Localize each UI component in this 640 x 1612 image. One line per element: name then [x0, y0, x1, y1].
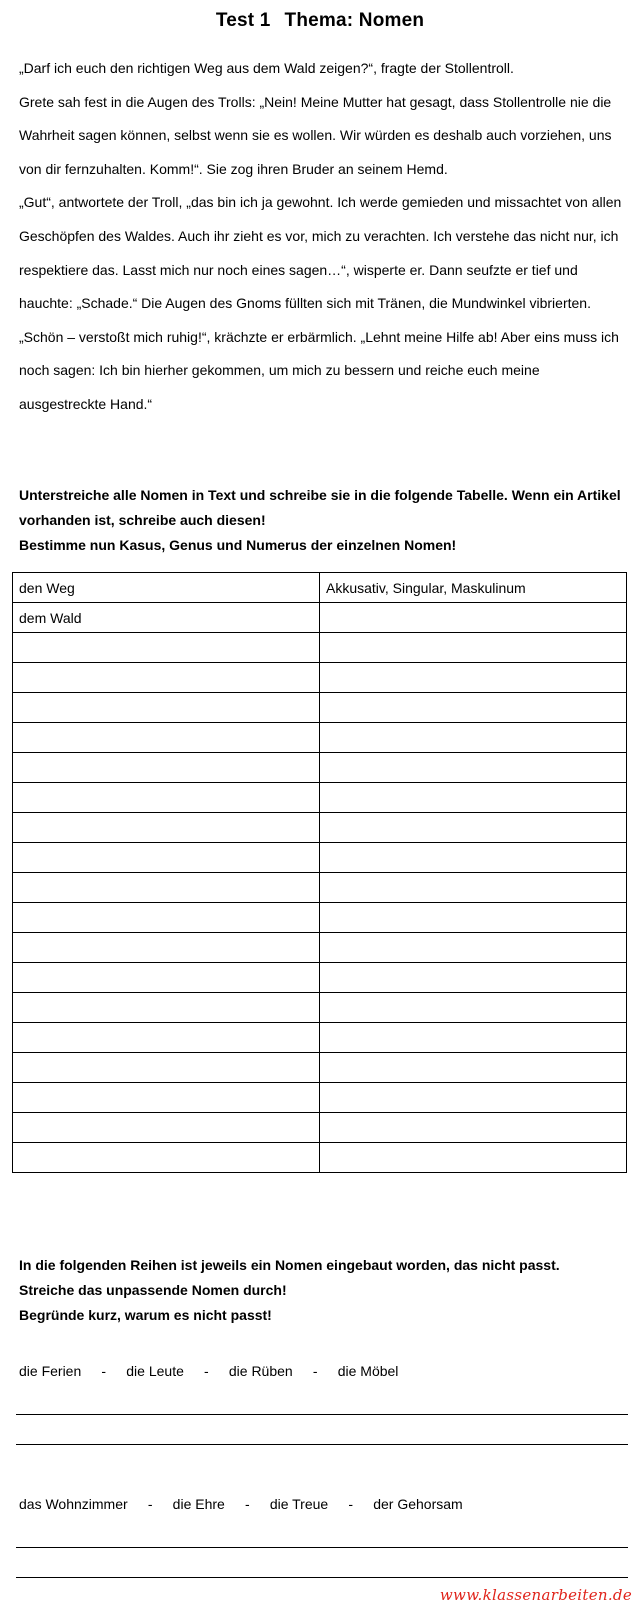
table-row — [13, 1053, 627, 1083]
page-title — [0, 10, 640, 32]
task-1-instructions — [19, 483, 625, 558]
noun-series-2 — [19, 1496, 463, 1512]
noun-cell[interactable] — [13, 753, 320, 783]
grammar-cell[interactable] — [320, 693, 627, 723]
grammar-cell[interactable] — [320, 783, 627, 813]
table-row — [13, 903, 627, 933]
grammar-cell[interactable] — [320, 1113, 627, 1143]
task-2-line: In die folgenden Reihen ist jeweils ein Nomen eingebaut worden, das nicht passt. — [19, 1257, 560, 1273]
series-item[interactable]: die Möbel — [337, 1363, 399, 1379]
noun-cell[interactable] — [13, 693, 320, 723]
task-2-instructions — [19, 1253, 625, 1328]
noun-series-1 — [19, 1363, 398, 1379]
noun-cell[interactable] — [13, 1053, 320, 1083]
grammar-cell[interactable] — [320, 723, 627, 753]
table-row — [13, 993, 627, 1023]
noun-table — [12, 572, 627, 1173]
answer-line[interactable] — [16, 1547, 628, 1548]
noun-cell[interactable] — [13, 633, 320, 663]
series-separator: - — [244, 1496, 250, 1512]
noun-cell[interactable] — [13, 663, 320, 693]
answer-line[interactable] — [16, 1414, 628, 1415]
noun-cell[interactable]: den Weg — [13, 573, 320, 603]
series-separator: - — [147, 1496, 153, 1512]
noun-cell[interactable] — [13, 813, 320, 843]
table-row — [13, 723, 627, 753]
table-row — [13, 663, 627, 693]
noun-cell[interactable] — [13, 1143, 320, 1173]
grammar-cell[interactable] — [320, 1023, 627, 1053]
series-item[interactable]: die Treue — [269, 1496, 329, 1512]
answer-line[interactable] — [16, 1577, 628, 1578]
task-1-line: Bestimme nun Kasus, Genus und Numerus der einzelnen Nomen! — [19, 537, 457, 553]
story-paragraph: „Darf ich euch den richtigen Weg aus dem Wald zeigen?“, fragte der Stollentroll. — [19, 60, 514, 76]
table-row — [13, 573, 627, 603]
series-item[interactable]: die Ehre — [172, 1496, 225, 1512]
grammar-cell[interactable] — [320, 633, 627, 663]
series-separator: - — [101, 1363, 107, 1379]
task-2-line: Streiche das unpassende Nomen durch! — [19, 1282, 287, 1298]
table-row — [13, 843, 627, 873]
table-row — [13, 783, 627, 813]
answer-line[interactable] — [16, 1444, 628, 1445]
noun-cell[interactable]: dem Wald — [13, 603, 320, 633]
task-2-line: Begründe kurz, warum es nicht passt! — [19, 1307, 272, 1323]
grammar-cell[interactable] — [320, 993, 627, 1023]
series-separator: - — [348, 1496, 354, 1512]
grammar-cell[interactable] — [320, 603, 627, 633]
story-paragraph: „Gut“, antwortete der Troll, „das bin ich ja gewohnt. Ich werde gemieden und missachtet von allen Geschöpfen des Waldes. Auch ihr zieht es vor, mich zu verachten. Ich verstehe das nicht nur, ich respektiere das. Lasst mich nur noch eines sagen…“, wisperte er. Dann seufzte er tief und hauchte: „Schade.“ Die Augen des Gnoms füllten sich mit Tränen, die Mundwinkel vibrierten. — [19, 194, 622, 312]
series-separator: - — [204, 1363, 209, 1379]
table-row — [13, 633, 627, 663]
footer-site-link[interactable]: www.klassenarbeiten.de — [439, 1586, 632, 1604]
noun-cell[interactable] — [13, 873, 320, 903]
series-separator: - — [312, 1363, 318, 1379]
table-row — [13, 963, 627, 993]
grammar-cell[interactable] — [320, 1053, 627, 1083]
table-row — [13, 753, 627, 783]
series-item[interactable]: der Gehorsam — [373, 1496, 463, 1512]
table-row — [13, 813, 627, 843]
noun-cell[interactable] — [13, 723, 320, 753]
noun-cell[interactable] — [13, 843, 320, 873]
noun-cell[interactable] — [13, 1023, 320, 1053]
grammar-cell[interactable] — [320, 933, 627, 963]
series-item[interactable]: die Leute — [126, 1363, 184, 1379]
grammar-cell[interactable] — [320, 1083, 627, 1113]
test-label: Test 1 — [215, 10, 271, 31]
story-text — [19, 52, 625, 422]
table-row — [13, 603, 627, 633]
grammar-cell[interactable] — [320, 903, 627, 933]
noun-cell[interactable] — [13, 1083, 320, 1113]
noun-cell[interactable] — [13, 1113, 320, 1143]
series-item[interactable]: die Rüben — [228, 1363, 293, 1379]
noun-cell[interactable] — [13, 993, 320, 1023]
grammar-cell[interactable] — [320, 1143, 627, 1173]
story-paragraph: Grete sah fest in die Augen des Trolls: „Nein! Meine Mutter hat gesagt, dass Stollentrolle nie die Wahrheit sagen können, selbst wenn sie es wollen. Wir würden es deshalb auch vorziehen, uns von dir fernzuhalten. Komm!“. Sie zog ihren Bruder an seinem Hemd. — [19, 93, 612, 177]
task-1-line: Unterstreiche alle Nomen in Text und schreibe sie in die folgende Tabelle. Wenn ein Artikel vorhanden ist, schreibe auch diesen! — [19, 487, 621, 528]
table-row — [13, 1113, 627, 1143]
series-item[interactable]: das Wohnzimmer — [19, 1496, 128, 1512]
noun-cell[interactable] — [13, 783, 320, 813]
grammar-cell[interactable] — [320, 963, 627, 993]
table-row — [13, 693, 627, 723]
table-row — [13, 873, 627, 903]
table-row — [13, 1023, 627, 1053]
series-item[interactable]: die Ferien — [19, 1363, 82, 1379]
story-paragraph: „Schön – verstoßt mich ruhig!“, krächzte er erbärmlich. „Lehnt meine Hilfe ab! Aber eins muss ich noch sagen: Ich bin hierher gekommen, um mich zu bessern und reiche euch meine ausgestreckte Hand.“ — [19, 328, 619, 412]
table-row — [13, 933, 627, 963]
noun-cell[interactable] — [13, 903, 320, 933]
grammar-cell[interactable] — [320, 663, 627, 693]
noun-cell[interactable] — [13, 963, 320, 993]
table-row — [13, 1083, 627, 1113]
grammar-cell[interactable] — [320, 753, 627, 783]
topic-label: Thema: Nomen — [284, 10, 425, 31]
grammar-cell[interactable]: Akkusativ, Singular, Maskulinum — [320, 573, 627, 603]
grammar-cell[interactable] — [320, 873, 627, 903]
grammar-cell[interactable] — [320, 843, 627, 873]
noun-cell[interactable] — [13, 933, 320, 963]
grammar-cell[interactable] — [320, 813, 627, 843]
table-row — [13, 1143, 627, 1173]
